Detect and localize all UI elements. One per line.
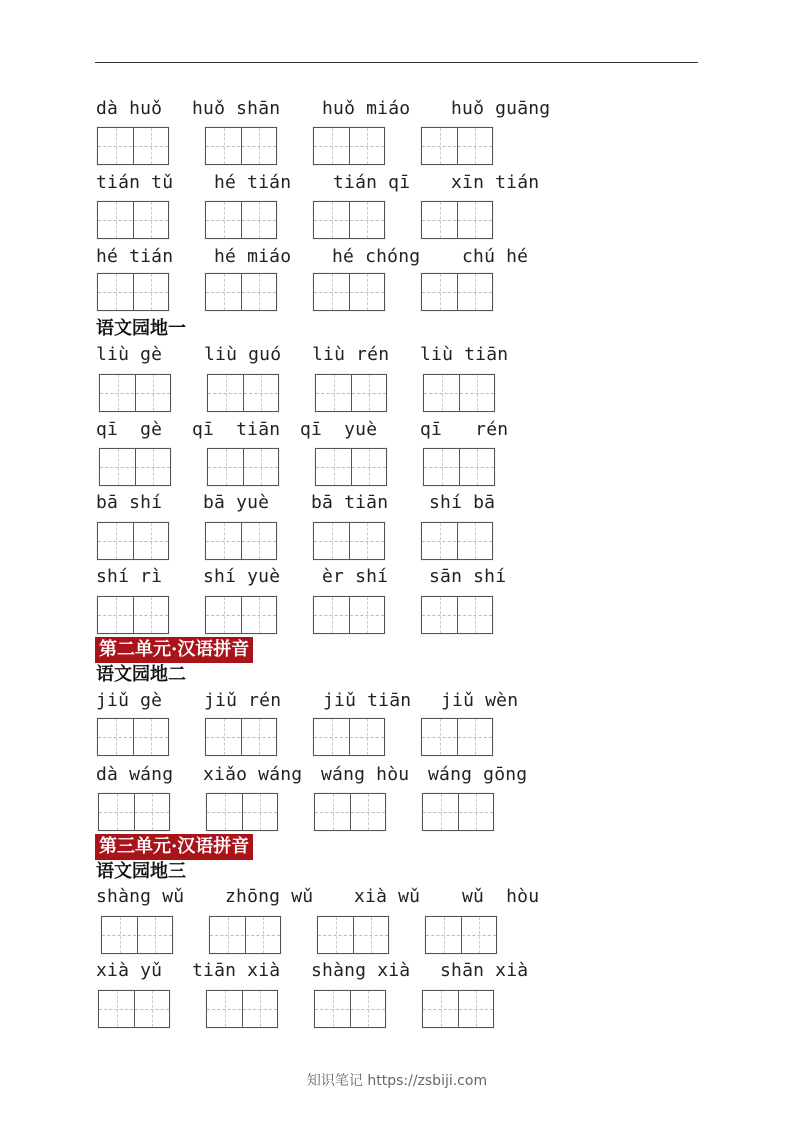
pinyin-word: wǔ hòu [462, 886, 540, 907]
pinyin-row [0, 172, 794, 194]
writing-box[interactable] [313, 201, 385, 239]
writing-box[interactable] [99, 448, 171, 486]
writing-box-row [0, 374, 794, 414]
pinyin-word: hé miáo [214, 246, 292, 267]
writing-box[interactable] [99, 374, 171, 412]
pinyin-row [0, 886, 794, 908]
pinyin-word: chú hé [462, 246, 529, 267]
pinyin-word: huǒ miáo [322, 98, 411, 119]
writing-box[interactable] [421, 127, 493, 165]
footer-watermark: 知识笔记 https://zsbiji.com [306, 1073, 488, 1089]
writing-box-row [0, 522, 794, 562]
writing-box[interactable] [205, 596, 277, 634]
pinyin-word: qī rén [420, 419, 509, 440]
pinyin-word: hé chóng [332, 246, 421, 267]
pinyin-word: liù gè [96, 344, 163, 365]
pinyin-word: huǒ shān [192, 98, 281, 119]
pinyin-word: dà wáng [96, 764, 174, 785]
writing-box[interactable] [206, 990, 278, 1028]
writing-box[interactable] [98, 990, 170, 1028]
pinyin-word: qī gè [96, 419, 163, 440]
writing-box[interactable] [206, 793, 278, 831]
writing-box[interactable] [97, 596, 169, 634]
pinyin-word: shān xià [440, 960, 529, 981]
pinyin-word: sān shí [429, 566, 507, 587]
pinyin-word: xià yǔ [96, 960, 163, 981]
pinyin-word: xià wǔ [354, 886, 421, 907]
writing-box[interactable] [313, 127, 385, 165]
pinyin-word: qī yuè [300, 419, 378, 440]
writing-box-row [0, 127, 794, 167]
writing-box[interactable] [422, 793, 494, 831]
writing-box[interactable] [205, 273, 277, 311]
writing-box[interactable] [207, 374, 279, 412]
writing-box-row [0, 718, 794, 758]
pinyin-row [0, 566, 794, 588]
pinyin-word: qī tiān [192, 419, 281, 440]
pinyin-word: shí yuè [203, 566, 281, 587]
pinyin-word: shí bā [429, 492, 496, 513]
writing-box[interactable] [315, 448, 387, 486]
pinyin-word: shí rì [96, 566, 163, 587]
writing-box[interactable] [421, 273, 493, 311]
writing-box[interactable] [423, 448, 495, 486]
writing-box[interactable] [421, 522, 493, 560]
writing-box[interactable] [97, 201, 169, 239]
pinyin-word: hé tián [214, 172, 292, 193]
writing-box-row [0, 201, 794, 241]
pinyin-row [0, 960, 794, 982]
writing-box-row [0, 990, 794, 1030]
pinyin-word: liù tiān [420, 344, 509, 365]
pinyin-row [0, 246, 794, 268]
writing-box[interactable] [97, 273, 169, 311]
writing-box-row [0, 448, 794, 488]
writing-box[interactable] [313, 718, 385, 756]
pinyin-word: jiǔ tiān [323, 690, 412, 711]
pinyin-word: tiān xià [192, 960, 281, 981]
writing-box[interactable] [97, 127, 169, 165]
writing-box[interactable] [313, 596, 385, 634]
section-heading-garden-1: 语文园地一 [96, 318, 186, 339]
unit-banner-3: 第三单元·汉语拼音 [95, 834, 253, 860]
writing-box-row [0, 596, 794, 636]
pinyin-word: jiǔ gè [96, 690, 163, 711]
section-heading-garden-3: 语文园地三 [96, 861, 186, 882]
writing-box[interactable] [423, 374, 495, 412]
section-heading-garden-2: 语文园地二 [96, 664, 186, 685]
writing-box[interactable] [422, 990, 494, 1028]
writing-box[interactable] [425, 916, 497, 954]
pinyin-row [0, 419, 794, 441]
writing-box[interactable] [421, 201, 493, 239]
pinyin-row [0, 690, 794, 712]
writing-box-row [0, 273, 794, 313]
writing-box[interactable] [97, 718, 169, 756]
pinyin-row [0, 764, 794, 786]
writing-box-row [0, 793, 794, 833]
pinyin-word: wáng gōng [428, 764, 528, 785]
writing-box[interactable] [205, 127, 277, 165]
writing-box[interactable] [97, 522, 169, 560]
pinyin-word: wáng hòu [321, 764, 410, 785]
pinyin-word: èr shí [322, 566, 389, 587]
writing-box[interactable] [313, 273, 385, 311]
pinyin-word: xiǎo wáng [203, 764, 303, 785]
pinyin-row [0, 492, 794, 514]
writing-box[interactable] [205, 201, 277, 239]
writing-box[interactable] [317, 916, 389, 954]
pinyin-word: huǒ guāng [451, 98, 551, 119]
pinyin-word: dà huǒ [96, 98, 163, 119]
writing-box[interactable] [421, 718, 493, 756]
pinyin-word: jiǔ wèn [441, 690, 519, 711]
writing-box[interactable] [313, 522, 385, 560]
pinyin-word: bā tiān [311, 492, 389, 513]
pinyin-word: bā shí [96, 492, 163, 513]
pinyin-row [0, 98, 794, 120]
top-rule [95, 62, 698, 63]
writing-box[interactable] [209, 916, 281, 954]
pinyin-word: hé tián [96, 246, 174, 267]
pinyin-word: jiǔ rén [204, 690, 282, 711]
pinyin-row [0, 344, 794, 366]
pinyin-word: xīn tián [451, 172, 540, 193]
writing-box[interactable] [98, 793, 170, 831]
pinyin-word: liù guó [204, 344, 282, 365]
writing-box[interactable] [421, 596, 493, 634]
pinyin-word: tián tǔ [96, 172, 174, 193]
writing-box[interactable] [315, 374, 387, 412]
writing-box[interactable] [314, 793, 386, 831]
pinyin-word: shàng xià [311, 960, 411, 981]
pinyin-word: zhōng wǔ [225, 886, 314, 907]
writing-box[interactable] [207, 448, 279, 486]
pinyin-word: shàng wǔ [96, 886, 185, 907]
writing-box[interactable] [314, 990, 386, 1028]
pinyin-word: tián qī [333, 172, 411, 193]
pinyin-word: liù rén [312, 344, 390, 365]
writing-box[interactable] [205, 718, 277, 756]
writing-box-row [0, 916, 794, 956]
writing-box[interactable] [101, 916, 173, 954]
pinyin-word: bā yuè [203, 492, 270, 513]
writing-box[interactable] [205, 522, 277, 560]
unit-banner-2: 第二单元·汉语拼音 [95, 637, 253, 663]
